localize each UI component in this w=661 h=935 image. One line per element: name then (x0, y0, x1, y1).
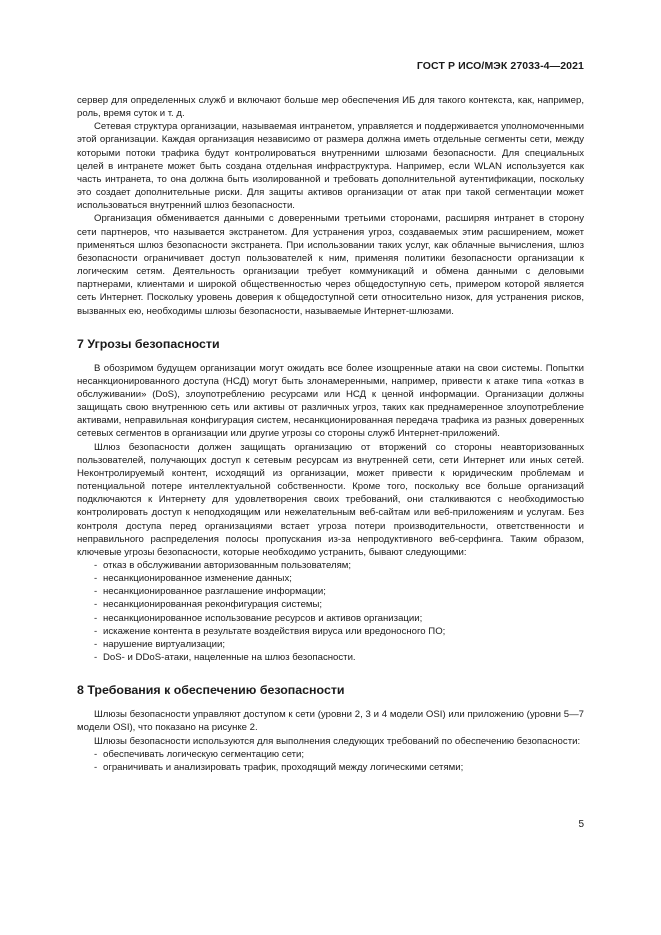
list-item: - несанкционированное разглашение информации; (94, 586, 326, 598)
paragraph: Организация обменивается данными с доверенными третьими сторонами, расширяя интранет в сторону сети партнеров, что называется экстранетом. Для устранения угроз, создаваемых этим расширением, может применяться шлюз безопасности экстранета. При использовании таких услуг, как облачные вычисления, шлюз безопасности ограничивает доступ пользователей к ним, применяя политики безопасности организации к логическим сетям. Деятельность организации требует коммуникаций и обмена данными с деловыми партнерами, клиентами и широкой общественностью через общедоступную сеть, примером которой является сеть Интернет. Поскольку уровень доверия к общедоступной сети относительно низок, для устранения рисков, вызванных ею, необходимы шлюзы безопасности, называемые Интернет-шлюзами. (77, 213, 584, 317)
list-marker: - (94, 625, 98, 637)
list-item: - несанкционированное изменение данных; (94, 573, 292, 585)
list-marker: - (94, 652, 98, 664)
paragraph: Шлюз безопасности должен защищать организацию от вторжений со стороны неавторизованных пользователей, получающих доступ к сетевым ресурсам из внутренней сети, сети Интернет или иных сетей. Неконтролируемый контент, исходящий из организации, может привести к юридическим проблемам и потенциальной потере интеллектуальной собственности. Кроме того, поскольку все больше организаций подключаются к Интернету для удовлетворения своих требований, они сталкиваются с необходимостью контролировать доступ к неподходящим или нежелательным веб-сайтам или веб-приложениям и услугам. Без контроля доступа перед организациями встает угроза потери производительности, ответственности и неправильного распределения полосы пропускания из-за непродуктивного веб-серфинга. Таким образом, ключевые угрозы безопасности, которые необходимо устранить, бывают следующими: (77, 441, 584, 558)
list-marker: - (94, 638, 98, 650)
paragraph: сервер для определенных служб и включают больше мер обеспечения ИБ для такого контекста, как, например, роль, время суток и т. д. (77, 95, 584, 120)
section-heading: 8 Требования к обеспечению безопасности (77, 683, 345, 698)
requirements-list (77, 748, 584, 774)
list-item: - ограничивать и анализировать трафик, проходящий между логическими сетями; (94, 761, 464, 773)
paragraph: Сетевая структура организации, называемая интранетом, управляется и поддерживается уполномоченными этой организации. Каждая организация независимо от размера должна иметь отдельные сегменты сети, между которыми потоки трафика будут контролироваться внутренними шлюзами безопасности. Для специальных целей в интранете может быть создана отдельная инфраструктура. Например, если WLAN используется как часть интранета, то она должна быть изолированной и требовать дополнительной аутентификации, поскольку это создает дополнительные риски. Для защиты активов организации от атак при такой сегментации может использоваться внутренний шлюз безопасности. (77, 121, 584, 212)
list-marker: - (94, 560, 98, 571)
list-item: - нарушение виртуализации; (94, 638, 226, 650)
list-marker: - (94, 573, 98, 585)
list-marker: - (94, 761, 98, 773)
section-heading: 7 Угрозы безопасности (77, 336, 220, 351)
paragraph: В обозримом будущем организации могут ожидать все более изощренные атаки на свои системы. Попытки несанкционированного доступа (НСД) могут быть злонамеренными, например, привести к атаке типа «отказ в обслуживании» (DoS), злоупотреблению ресурсами или НСД к ценной информации. Организации должны защищать свою внутреннюю сеть или активы от различных угроз, таких как преднамеренное злоупотребление активами, неправильная конфигурация систем, несанкционированная передача трафика из разных доверенных сетевых сегментов в организации или другие угрозы со стороны служб Интернет-приложений. (77, 362, 584, 440)
list-item: - отказ в обслуживании авторизованным пользователям; (94, 560, 352, 571)
page-number: 5 (578, 819, 584, 830)
list-marker: - (94, 748, 98, 760)
list-marker: - (94, 586, 98, 598)
list-item: - обеспечивать логическую сегментацию сети; (94, 748, 305, 760)
paragraph: Шлюзы безопасности управляют доступом к сети (уровни 2, 3 и 4 модели OSI) или приложению (уровни 5—7 модели OSI), что показано на рисунке 2. (77, 709, 584, 734)
paragraph: Шлюзы безопасности используются для выполнения следующих требований по обеспечению безопасности: (94, 735, 581, 747)
document-body (77, 94, 584, 774)
list-item: - несанкционированная реконфигурация системы; (94, 599, 323, 611)
list-item: - DoS- и DDoS-атаки, нацеленные на шлюз безопасности. (94, 652, 356, 664)
list-marker: - (94, 599, 98, 611)
threat-list (77, 559, 584, 664)
list-item: - несанкционированное использование ресурсов и активов организации; (94, 612, 423, 624)
document-header: ГОСТ Р ИСО/МЭК 27033-4—2021 (416, 60, 584, 72)
list-item: - искажение контента в результате воздействия вируса или вредоносного ПО; (94, 625, 446, 637)
list-marker: - (94, 612, 98, 624)
